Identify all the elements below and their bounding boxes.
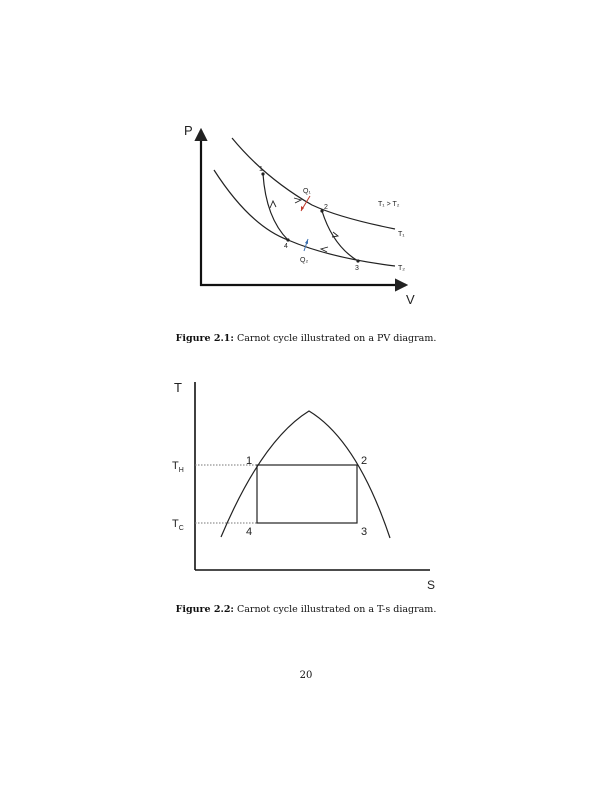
pv-diagram <box>170 118 430 308</box>
figure-2-1-caption <box>0 333 612 344</box>
direction-arrow-icon <box>294 198 301 203</box>
direction-arrow-icon <box>270 201 276 208</box>
carnot-cycle-rect <box>257 465 357 523</box>
th-label: $T_H$ <box>172 460 184 474</box>
pv-point-3 <box>356 259 359 262</box>
figure-2-1-caption-text: Carnot cycle illustrated on a PV diagram. <box>236 333 437 344</box>
ts-point-label-4: 4 <box>246 526 253 538</box>
isotherm-low-curve <box>214 170 395 266</box>
heat-out-label: Q₂ <box>300 257 309 264</box>
temperature-relation-label: T₁ > T₂ <box>378 201 400 208</box>
heat-in-label: Q₁ <box>303 188 311 195</box>
isotherm-high-label: T₁ <box>398 231 405 238</box>
pv-point-label-2: 2 <box>324 204 328 211</box>
page-number: 20 <box>299 670 313 681</box>
pv-y-axis-label: P <box>184 123 193 138</box>
pv-point-label-1: 1 <box>259 166 263 173</box>
isotherm-high-curve <box>232 138 395 229</box>
ts-point-label-2: 2 <box>361 455 368 467</box>
figure-2-2-caption-text: Carnot cycle illustrated on a T-s diagram. <box>236 604 437 615</box>
tc-label: $T_C$ <box>172 518 184 532</box>
pv-x-axis-label: V <box>406 292 415 307</box>
pv-point-label-4: 4 <box>284 243 288 250</box>
ts-x-axis-label: S <box>427 578 436 592</box>
ts-point-label-3: 3 <box>361 526 368 538</box>
ts-point-label-1: 1 <box>246 455 253 467</box>
figure-2-2-caption <box>0 604 612 615</box>
direction-arrow-icon <box>321 247 328 252</box>
pv-point-label-3: 3 <box>355 265 359 272</box>
figure-2-2-caption-label: Figure 2.2: <box>175 604 234 615</box>
ts-y-axis-label: T <box>174 380 182 395</box>
pv-point-4 <box>286 238 289 241</box>
saturation-dome-curve <box>221 411 390 538</box>
heat-out-arrowhead-icon <box>305 239 308 244</box>
isotherm-low-label: T₂ <box>398 265 405 272</box>
figure-2-1-caption-label: Figure 2.1: <box>175 333 234 344</box>
ts-diagram <box>162 370 452 595</box>
